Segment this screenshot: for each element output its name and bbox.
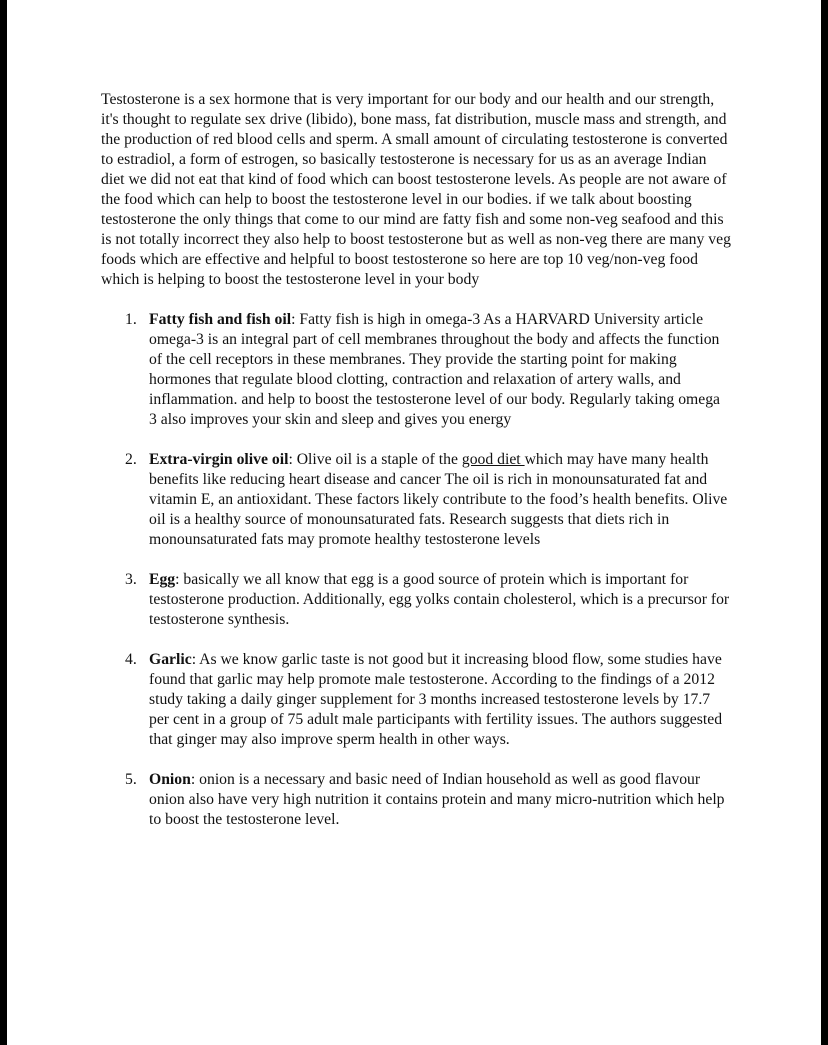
item-term: Garlic xyxy=(149,651,192,668)
item-text: : Olive oil is a staple of the xyxy=(288,451,462,468)
list-item xyxy=(101,310,731,430)
food-list xyxy=(101,310,731,830)
list-item xyxy=(101,570,731,630)
item-number: 3. xyxy=(125,571,137,588)
item-text: : Fatty fish is high in omega-3 As a HARVARD University article omega-3 is an integral part of cell membranes throughout the body and affects the function of the cell receptors in these membranes. They provide the starting point for making hormones that regulate blood clotting, contraction and relaxation of artery walls, and inflammation. and help to boost the testosterone level of our body. Regularly taking omega 3 also improves your skin and sleep and gives you energy xyxy=(149,311,721,428)
item-term: Onion xyxy=(149,771,191,788)
item-number: 5. xyxy=(125,771,137,788)
item-text: : As we know garlic taste is not good but it increasing blood flow, some studies have found that garlic may help promote male testosterone. According to the findings of a 2012 study taking a daily ginger supplement for 3 months increased testosterone levels by 17.7 per cent in a group of 75 adult male participants with fertility issues. The authors suggested that ginger may also improve sperm health in other ways. xyxy=(149,651,723,748)
intro-paragraph: Testosterone is a sex hormone that is very important for our body and our health and our strength, it's thought to regulate sex drive (libido), bone mass, fat distribution, muscle mass and strength, and the production of red blood cells and sperm. A small amount of circulating testosterone is converted to estradiol, a form of estrogen, so basically testosterone is necessary for us as an average Indian diet we did not eat that kind of food which can boost testosterone levels. As people are not aware of the food which can help to boost the testosterone level in our bodies. if we talk about boosting testosterone the only things that come to our mind are fatty fish and some non-veg seafood and this is not totally incorrect they also help to boost testosterone but as well as non-veg there are many veg foods which are effective and helpful to boost testosterone so here are top 10 veg/non-veg food which is helping to boost the testosterone level in your body xyxy=(101,91,731,288)
good-diet-link[interactable]: good diet xyxy=(461,451,525,468)
item-text: which may have many health benefits like reducing heart disease and cancer The oil is rich in monounsaturated fat and vitamin E, an antioxidant. These factors likely contribute to the food’s health benefits. Olive oil is a healthy source of monounsaturated fats. Research suggests that diets rich in monounsaturated fats may promote healthy testosterone levels xyxy=(149,451,728,548)
document-content xyxy=(101,90,731,850)
item-term: Fatty fish and fish oil xyxy=(149,311,292,328)
item-number: 2. xyxy=(125,451,137,468)
item-number: 1. xyxy=(125,311,137,328)
item-term: Extra-virgin olive oil xyxy=(149,451,289,468)
item-term: Egg xyxy=(149,571,176,588)
item-text: : onion is a necessary and basic need of Indian household as well as good flavour onion also have very high nutrition it contains protein and many micro-nutrition which help to boost the testosterone level. xyxy=(149,771,725,828)
document-page xyxy=(7,0,821,1045)
list-item xyxy=(101,450,731,550)
list-item xyxy=(101,650,731,750)
item-number: 4. xyxy=(125,651,137,668)
list-item xyxy=(101,770,731,830)
item-text: : basically we all know that egg is a good source of protein which is important for testosterone production. Additionally, egg yolks contain cholesterol, which is a precursor for testosterone synthesis. xyxy=(149,571,730,628)
